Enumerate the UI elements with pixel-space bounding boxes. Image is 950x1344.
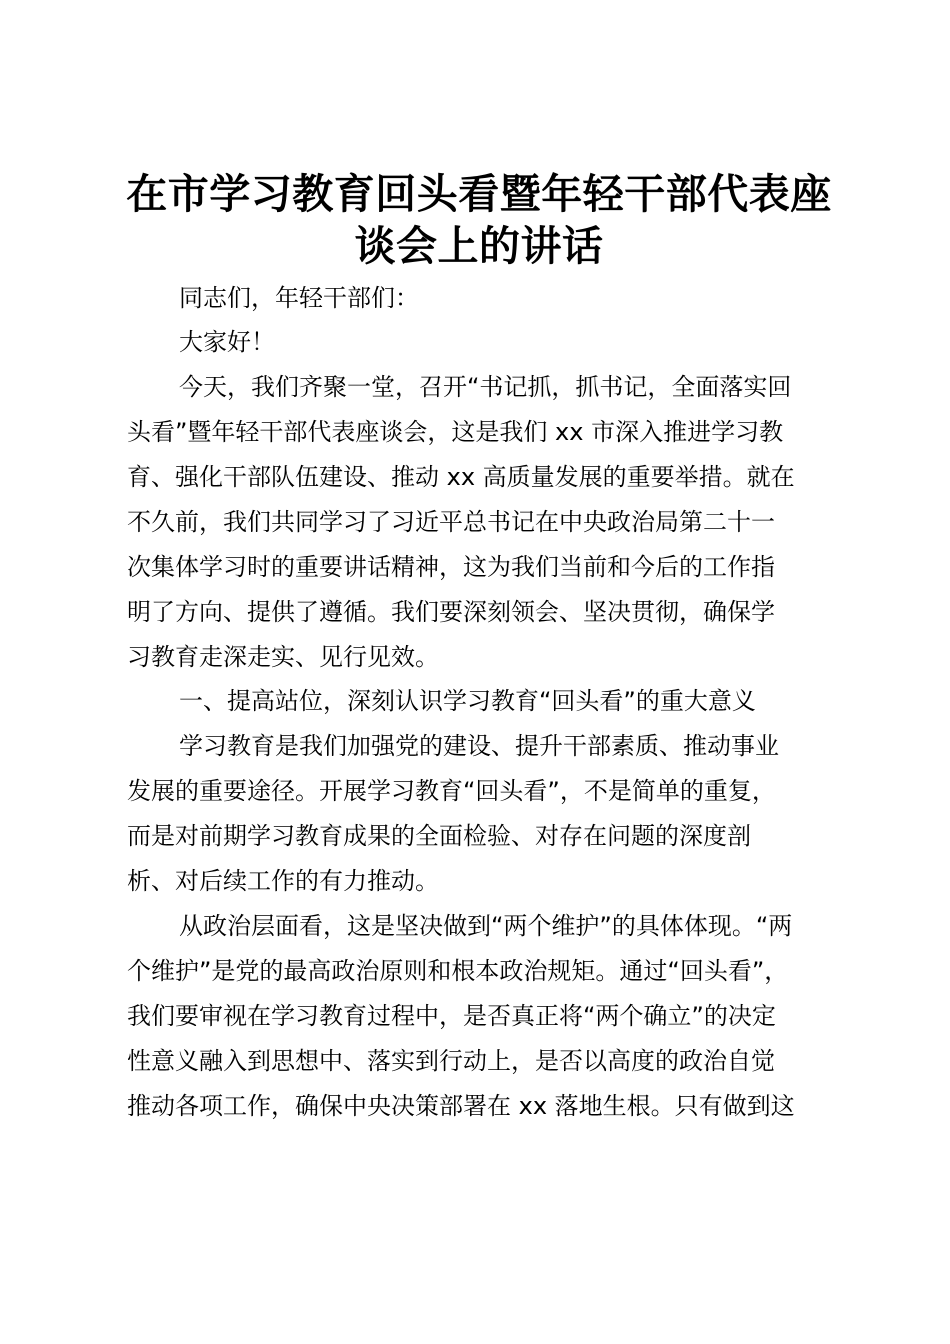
paragraph-1-line-1: 今天，我们齐聚一堂，召开“书记抓，抓书记，全面落实回 <box>179 373 792 401</box>
paragraph-3-line-2: 个维护”是党的最高政治原则和根本政治规矩。通过“回头看”， <box>127 957 789 985</box>
section-heading-1: 一、提高站位，深刻认识学习教育“回头看”的重大意义 <box>179 687 756 715</box>
paragraph-2-line-1: 学习教育是我们加强党的建设、提升干部素质、推动事业 <box>179 732 779 760</box>
paragraph-2-line-4: 析、对后续工作的有力推动。 <box>127 867 439 895</box>
paragraph-1-line-5: 次集体学习时的重要讲话精神，这为我们当前和今后的工作指 <box>127 553 775 581</box>
greeting-line: 大家好！ <box>179 328 275 356</box>
paragraph-3-line-4: 性意义融入到思想中、落实到行动上，是否以高度的政治自觉 <box>127 1047 775 1075</box>
paragraph-1-line-4: 不久前，我们共同学习了习近平总书记在中央政治局第二十一 <box>127 508 775 536</box>
paragraph-2-line-2: 发展的重要途径。开展学习教育“回头看”，不是简单的重复， <box>127 777 776 805</box>
paragraph-1-line-3: 育、强化干部队伍建设、推动 xx 高质量发展的重要举措。就在 <box>127 463 795 491</box>
document-title-line-2: 谈会上的讲话 <box>354 222 604 270</box>
paragraph-3-line-1: 从政治层面看，这是坚决做到“两个维护”的具体体现。“两 <box>179 912 793 940</box>
paragraph-2-line-3: 而是对前期学习教育成果的全面检验、对存在问题的深度剖 <box>127 822 751 850</box>
paragraph-1-line-2: 头看”暨年轻干部代表座谈会，这是我们 xx 市深入推进学习教 <box>127 418 784 446</box>
salutation-line: 同志们，年轻干部们： <box>179 284 419 312</box>
document-title-line-1: 在市学习教育回头看暨年轻干部代表座 <box>126 170 832 218</box>
paragraph-3-line-5: 推动各项工作，确保中央决策部署在 xx 落地生根。只有做到这 <box>127 1092 795 1120</box>
paragraph-1-line-6: 明了方向、提供了遵循。我们要深刻领会、坚决贯彻，确保学 <box>127 598 775 626</box>
paragraph-3-line-3: 我们要审视在学习教育过程中，是否真正将“两个确立”的决定 <box>127 1002 776 1030</box>
paragraph-1-line-7: 习教育走深走实、见行见效。 <box>127 643 439 671</box>
